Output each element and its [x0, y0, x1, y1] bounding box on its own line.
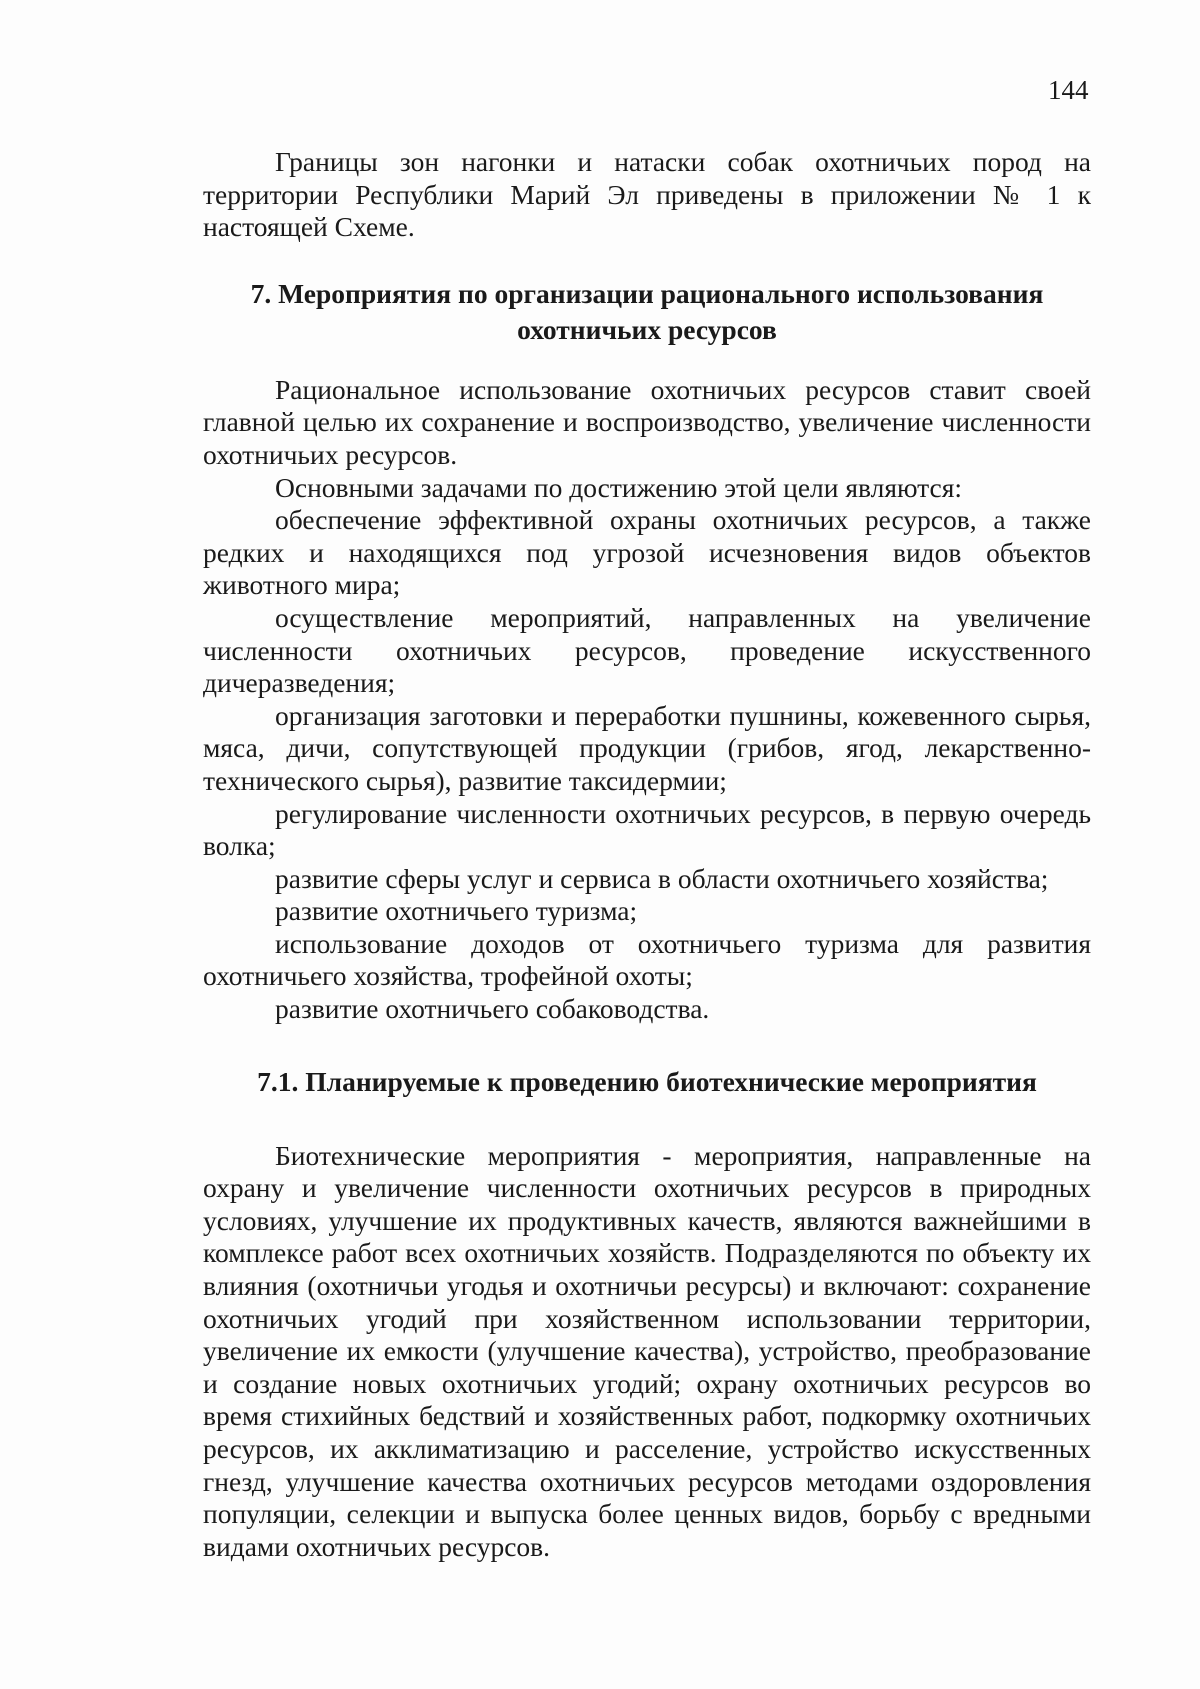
section-7-1-heading: 7.1. Планируемые к проведению биотехнические мероприятия	[257, 1065, 1037, 1097]
list-item: развитие охотничьего туризма;	[275, 895, 638, 927]
section-7-heading: 7. Мероприятия по организации рационального использования охотничьих ресурсов	[250, 277, 1044, 345]
list-item: регулирование численности охотничьих ресурсов, в первую очередь волка;	[203, 797, 1091, 862]
list-item: развитие сферы услуг и сервиса в области охотничьего хозяйства;	[275, 862, 1049, 894]
list-item: обеспечение эффективной охраны охотничьих ресурсов, а также редких и находящихся под угрозой исчезновения видов объектов животного мира;	[203, 504, 1091, 601]
list-item: развитие охотничьего собаководства.	[275, 993, 710, 1025]
page-number: 144	[1048, 75, 1089, 105]
section-7-paragraph: Рациональное использование охотничьих ресурсов ставит своей главной целью их сохранение и воспроизводство, увеличение численности охотничьих ресурсов.	[203, 373, 1091, 470]
list-item: осуществление мероприятий, направленных на увеличение численности охотничьих ресурсов, проведение искусственного дичеразведения;	[203, 601, 1091, 699]
tasks-intro: Основными задачами по достижению этой цели являются:	[275, 471, 963, 503]
list-item: использование доходов от охотничьего туризма для развития охотничьего хозяйства, трофейной охоты;	[203, 927, 1091, 992]
section-7-1-paragraph: Биотехнические мероприятия - мероприятия, направленные на охрану и увеличение численности охотничьих ресурсов в природных условиях, улучшение их продуктивных качеств, являются важнейшими в комплексе работ всех охотничьих хозяйств. Подразделяются по объекту их влияния (охотничьи угодья и охотничьи ресурсы) и включают: сохранение охотничьих угодий при хозяйственном использовании территории, увеличение их емкости (улучшение качества), устройство, преобразование и создание новых охотничьих угодий; охрану охотничьих ресурсов во время стихийных бедствий и хозяйственных работ, подкормку охотничьих ресурсов, их акклиматизацию и расселение, устройство искусственных гнезд, улучшение качества охотничьих ресурсов методами оздоровления популяции, селекции и выпуска более ценных видов, борьбу с вредными видами охотничьих ресурсов.	[203, 1139, 1091, 1562]
tasks-list	[203, 504, 1091, 1026]
document-body	[203, 146, 1091, 1563]
list-item: организация заготовки и переработки пушнины, кожевенного сырья, мяса, дичи, сопутствующей продукции (грибов, ягод, лекарственно-технического сырья), развитие таксидермии;	[203, 699, 1091, 796]
intro-paragraph: Границы зон нагонки и натаски собак охотничьих пород на территории Республики Марий Эл приведены в приложении № 1 к настоящей Схеме.	[203, 146, 1091, 243]
